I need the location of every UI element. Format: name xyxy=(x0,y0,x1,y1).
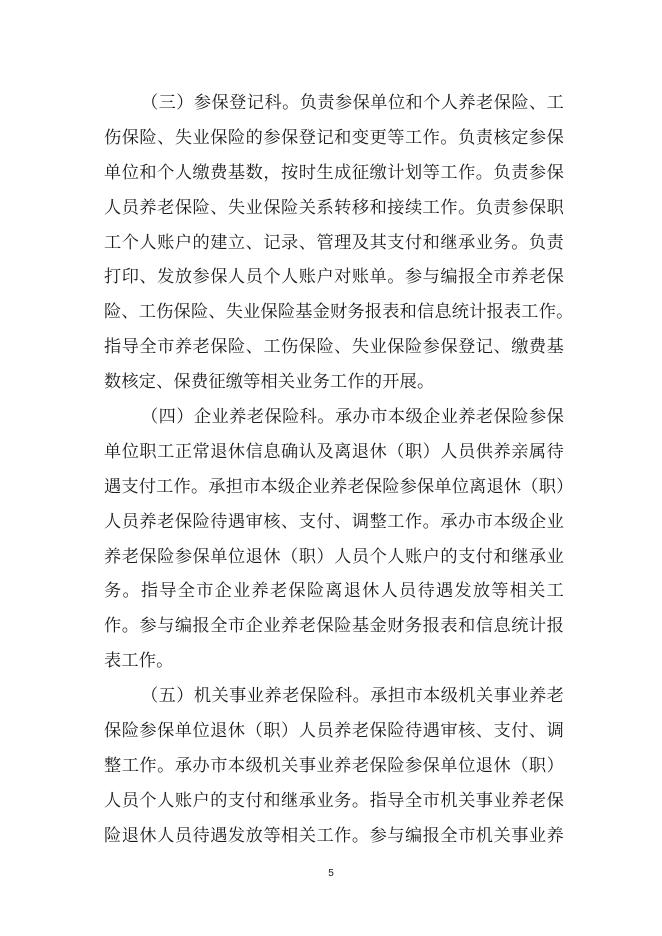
paragraph-4-line-4: 人员养老保险待遇审核、支付、调整工作。承办市本级企业 xyxy=(104,511,564,532)
paragraph-5-line-1: （五）机关事业养老保险科。承担市本级机关事业养老 xyxy=(141,686,564,707)
page-number: 5 xyxy=(328,868,334,879)
paragraph-3-line-8: 指导全市养老保险、工伤保险、失业保险参保登记、缴费基 xyxy=(104,337,564,358)
paragraph-5-line-5: 险退休人员待遇发放等相关工作。参与编报全市机关事业养 xyxy=(104,825,564,846)
paragraph-4-line-3: 遇支付工作。承担市本级企业养老保险参保单位离退休（职） xyxy=(104,476,574,497)
paragraph-3-line-3: 单位和个人缴费基数，按时生成征缴计划等工作。负责参保 xyxy=(104,162,564,183)
paragraph-5-line-2: 保险参保单位退休（职）人员养老保险待遇审核、支付、调 xyxy=(104,721,564,742)
paragraph-4-line-1: （四）企业养老保险科。承办市本级企业养老保险参保 xyxy=(141,407,564,428)
paragraph-4-line-6: 务。指导全市企业养老保险离退休人员待遇发放等相关工 xyxy=(104,581,564,602)
paragraph-5-line-3: 整工作。承办市本级机关事业养老保险参保单位退休（职） xyxy=(104,755,564,776)
paragraph-5-line-4: 人员个人账户的支付和继承业务。指导全市机关事业养老保 xyxy=(104,790,564,811)
paragraph-4-line-7: 作。参与编报全市企业养老保险基金财务报表和信息统计报 xyxy=(104,616,564,637)
paragraph-3-line-2: 伤保险、失业保险的参保登记和变更等工作。负责核定参保 xyxy=(104,127,564,148)
paragraph-3-line-4: 人员养老保险、失业保险关系转移和接续工作。负责参保职 xyxy=(104,197,564,218)
paragraph-4-line-8: 表工作。 xyxy=(104,651,174,672)
paragraph-4-line-5: 养老保险参保单位退休（职）人员个人账户的支付和继承业 xyxy=(104,546,564,567)
document-body xyxy=(104,86,574,854)
paragraph-3-line-5: 工个人账户的建立、记录、管理及其支付和继承业务。负责 xyxy=(104,232,564,253)
paragraph-3-line-9: 数核定、保费征缴等相关业务工作的开展。 xyxy=(104,372,435,393)
paragraph-3-line-1: （三）参保登记科。负责参保单位和个人养老保险、工 xyxy=(141,93,564,113)
paragraph-3-line-7: 险、工伤保险、失业保险基金财务报表和信息统计报表工作。 xyxy=(104,302,574,323)
paragraph-3-line-6: 打印、发放参保人员个人账户对账单。参与编报全市养老保 xyxy=(104,267,564,288)
paragraph-4-line-2: 单位职工正常退休信息确认及离退休（职）人员供养亲属待 xyxy=(104,441,564,462)
